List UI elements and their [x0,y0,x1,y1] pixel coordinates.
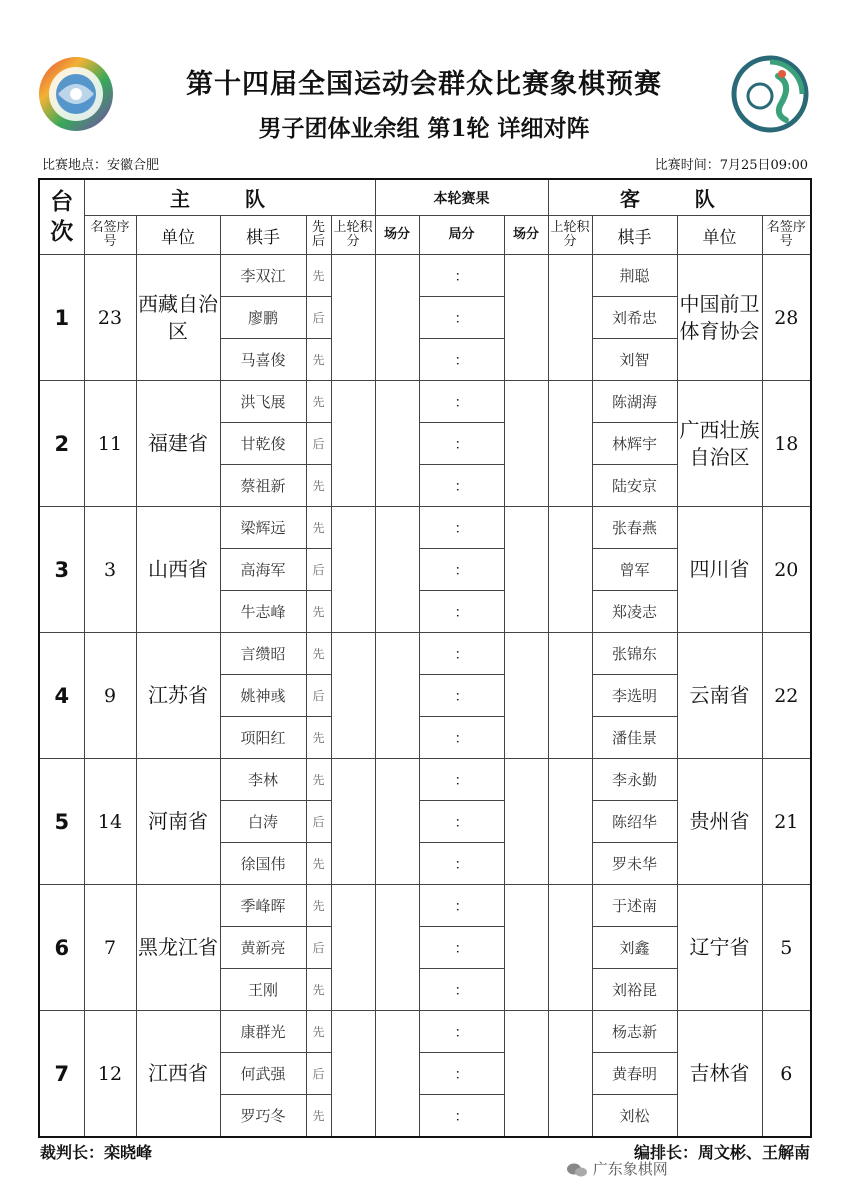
table-number: 5 [39,759,84,885]
away-prev-score [548,255,592,381]
home-player: 罗巧冬 [220,1095,306,1138]
game-points: ： [419,927,504,969]
home-player: 廖鹏 [220,297,306,339]
col-home-match-pts: 场分 [375,216,419,255]
move-order: 先 [306,1011,331,1053]
move-order: 后 [306,423,331,465]
col-order: 先后 [306,216,331,255]
away-player: 郑凌志 [592,591,677,633]
home-player: 言缵昭 [220,633,306,675]
away-player: 陈湖海 [592,381,677,423]
away-player: 李永勤 [592,759,677,801]
home-draw-number: 12 [84,1011,136,1138]
home-match-points [375,633,419,759]
away-match-points [504,885,548,1011]
table-row [39,885,811,927]
col-away-draw-no: 名签序号 [762,216,811,255]
col-home-team: 主 队 [84,179,375,216]
table-row [39,633,811,675]
away-match-points [504,381,548,507]
move-order: 先 [306,717,331,759]
game-points: ： [419,255,504,297]
home-player: 姚神彧 [220,675,306,717]
game-points: ： [419,843,504,885]
away-player: 于述南 [592,885,677,927]
col-home-draw-no: 名签序号 [84,216,136,255]
away-player: 张春燕 [592,507,677,549]
col-game-pts: 局分 [419,216,504,255]
away-match-points [504,507,548,633]
game-points: ： [419,633,504,675]
away-unit: 四川省 [677,507,762,633]
home-match-points [375,507,419,633]
table-row [39,1011,811,1053]
away-match-points [504,633,548,759]
away-draw-number: 21 [762,759,811,885]
home-prev-score [331,1011,375,1138]
home-unit: 山西省 [136,507,220,633]
home-player: 白涛 [220,801,306,843]
table-number: 7 [39,1011,84,1138]
match-rows [39,255,811,1138]
home-unit: 西藏自治区 [136,255,220,381]
col-table-no: 台次 [39,179,84,255]
watermark [566,1158,668,1179]
away-player: 黄春明 [592,1053,677,1095]
game-points: ： [419,423,504,465]
away-player: 刘鑫 [592,927,677,969]
game-points: ： [419,759,504,801]
home-player: 牛志峰 [220,591,306,633]
away-player: 林辉宇 [592,423,677,465]
away-unit: 云南省 [677,633,762,759]
away-player: 荆聪 [592,255,677,297]
home-draw-number: 7 [84,885,136,1011]
table-number: 2 [39,381,84,507]
away-unit: 贵州省 [677,759,762,885]
away-draw-number: 6 [762,1011,811,1138]
col-home-prev-score: 上轮积分 [331,216,375,255]
table-number: 3 [39,507,84,633]
pairing-table [38,178,812,1138]
away-player: 曾军 [592,549,677,591]
home-player: 蔡祖新 [220,465,306,507]
move-order: 后 [306,297,331,339]
home-unit: 黑龙江省 [136,885,220,1011]
move-order: 先 [306,339,331,381]
home-unit: 江西省 [136,1011,220,1138]
game-points: ： [419,801,504,843]
home-prev-score [331,759,375,885]
home-draw-number: 3 [84,507,136,633]
table-row [39,507,811,549]
away-draw-number: 28 [762,255,811,381]
game-points: ： [419,465,504,507]
home-player: 黄新亮 [220,927,306,969]
away-draw-number: 5 [762,885,811,1011]
home-player: 高海军 [220,549,306,591]
away-match-points [504,255,548,381]
wechat-icon [566,1162,588,1178]
col-away-match-pts: 场分 [504,216,548,255]
home-draw-number: 14 [84,759,136,885]
table-number: 6 [39,885,84,1011]
away-player: 刘希忠 [592,297,677,339]
away-prev-score [548,381,592,507]
move-order: 先 [306,843,331,885]
away-player: 潘佳景 [592,717,677,759]
move-order: 先 [306,255,331,297]
game-points: ： [419,717,504,759]
home-prev-score [331,507,375,633]
home-prev-score [331,885,375,1011]
move-order: 先 [306,633,331,675]
scheduler: 编排长：周文彬、王解南 [633,1143,810,1162]
col-round-result: 本轮赛果 [375,179,548,216]
home-unit: 江苏省 [136,633,220,759]
table-number: 4 [39,633,84,759]
home-player: 马喜俊 [220,339,306,381]
page-title: 第十四届全国运动会群众比赛象棋预赛 [186,69,662,100]
away-unit: 广西壮族自治区 [677,381,762,507]
move-order: 先 [306,591,331,633]
away-draw-number: 22 [762,633,811,759]
home-player: 洪飞展 [220,381,306,423]
col-away-prev-score: 上轮积分 [548,216,592,255]
away-player: 张锦东 [592,633,677,675]
game-points: ： [419,549,504,591]
time-text: 比赛时间：7月25日09:00 [654,158,808,173]
away-player: 刘智 [592,339,677,381]
page-subtitle: 男子团体业余组 第1轮 详细对阵 [258,115,590,142]
table-row [39,759,811,801]
away-prev-score [548,1011,592,1138]
table-row [39,255,811,297]
col-away-unit: 单位 [677,216,762,255]
home-draw-number: 11 [84,381,136,507]
away-player: 刘松 [592,1095,677,1138]
home-match-points [375,381,419,507]
game-points: ： [419,381,504,423]
game-points: ： [419,591,504,633]
home-player: 季峰晖 [220,885,306,927]
home-player: 项阳红 [220,717,306,759]
move-order: 先 [306,969,331,1011]
away-prev-score [548,507,592,633]
game-points: ： [419,1053,504,1095]
away-player: 杨志新 [592,1011,677,1053]
home-player: 梁辉远 [220,507,306,549]
home-match-points [375,1011,419,1138]
home-draw-number: 9 [84,633,136,759]
move-order: 先 [306,759,331,801]
col-home-unit: 单位 [136,216,220,255]
home-player: 何武强 [220,1053,306,1095]
home-player: 李林 [220,759,306,801]
home-player: 徐国伟 [220,843,306,885]
home-unit: 福建省 [136,381,220,507]
away-prev-score [548,759,592,885]
col-away-team: 客 队 [548,179,811,216]
away-player: 陆安京 [592,465,677,507]
table-row [39,381,811,423]
away-unit: 吉林省 [677,1011,762,1138]
away-player: 李选明 [592,675,677,717]
home-prev-score [331,633,375,759]
away-draw-number: 20 [762,507,811,633]
home-prev-score [331,255,375,381]
home-prev-score [331,381,375,507]
away-prev-score [548,633,592,759]
home-match-points [375,885,419,1011]
game-points: ： [419,969,504,1011]
move-order: 后 [306,801,331,843]
away-draw-number: 18 [762,381,811,507]
away-prev-score [548,885,592,1011]
away-unit: 辽宁省 [677,885,762,1011]
away-player: 陈绍华 [592,801,677,843]
home-player: 李双江 [220,255,306,297]
move-order: 先 [306,885,331,927]
game-points: ： [419,339,504,381]
home-match-points [375,759,419,885]
watermark-text: 广东象棋网 [592,1160,668,1178]
home-match-points [375,255,419,381]
game-points: ： [419,675,504,717]
move-order: 先 [306,1095,331,1138]
home-player: 王刚 [220,969,306,1011]
move-order: 先 [306,381,331,423]
move-order: 后 [306,549,331,591]
away-match-points [504,1011,548,1138]
home-unit: 河南省 [136,759,220,885]
game-points: ： [419,885,504,927]
move-order: 后 [306,927,331,969]
away-match-points [504,759,548,885]
home-draw-number: 23 [84,255,136,381]
away-player: 刘裕昆 [592,969,677,1011]
venue-text: 比赛地点：安徽合肥 [42,158,160,173]
away-unit: 中国前卫体育协会 [677,255,762,381]
move-order: 后 [306,675,331,717]
chief-referee: 裁判长：栾晓峰 [40,1143,153,1162]
col-away-player: 棋手 [592,216,677,255]
table-number: 1 [39,255,84,381]
game-points: ： [419,297,504,339]
away-player: 罗未华 [592,843,677,885]
home-player: 康群光 [220,1011,306,1053]
game-points: ： [419,1095,504,1138]
move-order: 后 [306,1053,331,1095]
game-points: ： [419,507,504,549]
col-home-player: 棋手 [220,216,306,255]
move-order: 先 [306,465,331,507]
game-points: ： [419,1011,504,1053]
home-player: 甘乾俊 [220,423,306,465]
move-order: 先 [306,507,331,549]
